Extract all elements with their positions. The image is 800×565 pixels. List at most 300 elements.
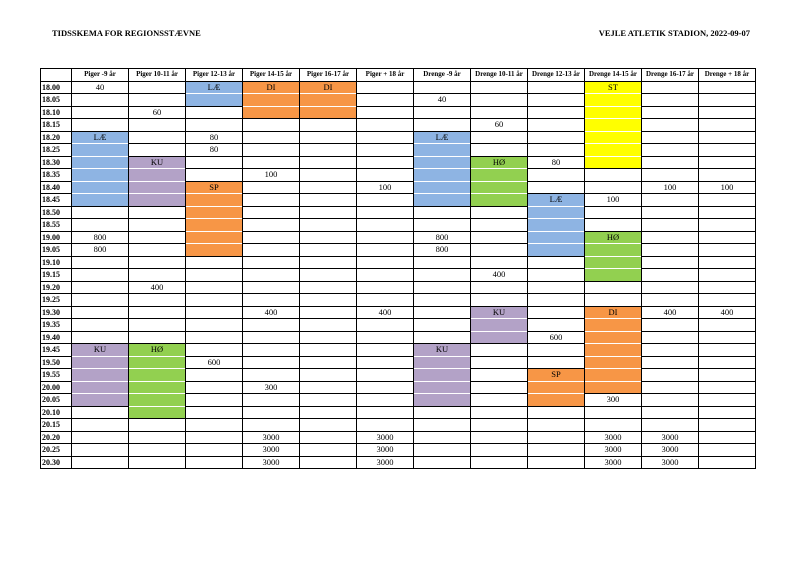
schedule-cell [72,406,129,419]
schedule-cell [414,294,471,307]
table-row [41,81,756,94]
event-cell: 80 [186,131,243,144]
schedule-cell [186,256,243,269]
schedule-cell [357,269,414,282]
schedule-cell [528,131,585,144]
time-cell: 19.20 [41,281,72,294]
schedule-cell [186,406,243,419]
time-cell: 19.40 [41,331,72,344]
schedule-cell [186,294,243,307]
schedule-cell [357,281,414,294]
schedule-cell [699,106,756,119]
event-block [528,381,585,394]
schedule-cell [129,144,186,157]
schedule-cell [186,281,243,294]
schedule-cell [300,144,357,157]
schedule-cell [471,219,528,232]
time-cell: 19.45 [41,344,72,357]
schedule-cell [528,444,585,457]
table-row [41,194,756,207]
schedule-cell [72,94,129,107]
table-row [41,456,756,469]
event-block [186,219,243,232]
schedule-cell [642,344,699,357]
schedule-cell [642,294,699,307]
schedule-cell [72,281,129,294]
event-block-label: HØ [471,156,528,169]
event-block [300,106,357,119]
schedule-cell [699,131,756,144]
schedule-cell [300,181,357,194]
schedule-cell [414,431,471,444]
table-row [41,131,756,144]
schedule-cell [243,294,300,307]
schedule-cell [357,219,414,232]
schedule-cell [243,256,300,269]
schedule-cell [72,206,129,219]
schedule-cell [642,394,699,407]
schedule-cell [357,344,414,357]
schedule-cell [699,381,756,394]
event-block [243,106,300,119]
table-row [41,156,756,169]
time-cell: 19.35 [41,319,72,332]
schedule-cell [471,244,528,257]
schedule-cell [414,319,471,332]
column-header: Piger -9 år [72,69,129,82]
schedule-cell [642,356,699,369]
event-cell: 40 [72,81,129,94]
schedule-cell [186,319,243,332]
table-row [41,381,756,394]
schedule-cell [300,294,357,307]
schedule-cell [642,244,699,257]
event-block [129,356,186,369]
event-cell: 3000 [243,431,300,444]
event-cell: 3000 [642,431,699,444]
schedule-cell [642,194,699,207]
schedule-cell [357,419,414,432]
schedule-cell [699,406,756,419]
schedule-cell [471,394,528,407]
schedule-cell [357,81,414,94]
schedule-cell [699,119,756,132]
schedule-cell [471,256,528,269]
event-block [72,156,129,169]
event-cell: 3000 [585,431,642,444]
schedule-cell [300,269,357,282]
column-header: Drenge 14-15 år [585,69,642,82]
event-cell: 400 [699,306,756,319]
schedule-cell [699,194,756,207]
schedule-cell [357,231,414,244]
event-block [72,169,129,182]
schedule-cell [414,331,471,344]
schedule-cell [357,381,414,394]
schedule-cell [585,281,642,294]
event-block [585,369,642,382]
event-block [129,194,186,207]
schedule-cell [300,344,357,357]
schedule-cell [72,319,129,332]
schedule-cell [186,394,243,407]
schedule-cell [471,431,528,444]
schedule-cell [528,169,585,182]
schedule-cell [471,406,528,419]
schedule-cell [699,144,756,157]
table-row [41,106,756,119]
schedule-cell [642,119,699,132]
event-block [72,369,129,382]
event-block [72,144,129,157]
schedule-cell [471,294,528,307]
event-block [585,256,642,269]
schedule-cell [129,269,186,282]
table-row [41,319,756,332]
header-row [41,69,756,82]
schedule-cell [186,456,243,469]
schedule-cell [186,419,243,432]
table-row [41,181,756,194]
schedule-cell [186,169,243,182]
schedule-cell [243,406,300,419]
schedule-cell [129,94,186,107]
schedule-cell [414,444,471,457]
event-cell: 600 [528,331,585,344]
time-cell: 19.30 [41,306,72,319]
time-cell: 19.00 [41,231,72,244]
schedule-cell [471,106,528,119]
event-cell: 3000 [243,444,300,457]
event-block [72,394,129,407]
schedule-cell [642,81,699,94]
schedule-cell [129,444,186,457]
schedule-cell [414,456,471,469]
schedule-cell [642,156,699,169]
event-cell: 800 [72,231,129,244]
time-cell: 18.15 [41,119,72,132]
event-cell: 300 [243,381,300,394]
time-cell: 19.10 [41,256,72,269]
event-block-label: DI [585,306,642,319]
event-cell: 400 [129,281,186,294]
schedule-cell [300,419,357,432]
schedule-cell [528,94,585,107]
schedule-cell [129,81,186,94]
table-row [41,344,756,357]
schedule-cell [471,444,528,457]
schedule-cell [300,244,357,257]
schedule-cell [72,294,129,307]
schedule-cell [699,281,756,294]
page-title: TIDSSKEMA FOR REGIONSSTÆVNE [52,28,201,38]
schedule-cell [300,156,357,169]
schedule-cell [243,244,300,257]
schedule-cell [528,431,585,444]
schedule-cell [72,444,129,457]
schedule-cell [585,219,642,232]
schedule-cell [72,119,129,132]
event-cell: 3000 [585,456,642,469]
event-block-label: HØ [585,231,642,244]
schedule-cell [528,81,585,94]
schedule-cell [300,194,357,207]
column-header: Drenge 10-11 år [471,69,528,82]
time-cell: 18.45 [41,194,72,207]
schedule-cell [585,419,642,432]
event-cell: 800 [72,244,129,257]
schedule-cell [300,444,357,457]
schedule-cell [129,119,186,132]
event-block [585,244,642,257]
time-cell: 19.15 [41,269,72,282]
schedule-cell [300,431,357,444]
table-row [41,169,756,182]
table-row [41,331,756,344]
event-block-label: LÆ [528,194,585,207]
event-block-label: DI [300,81,357,94]
schedule-cell [357,119,414,132]
time-cell: 19.55 [41,369,72,382]
schedule-cell [528,256,585,269]
schedule-cell [699,344,756,357]
time-cell: 18.35 [41,169,72,182]
schedule-cell [642,319,699,332]
column-header: Piger 14-15 år [243,69,300,82]
schedule-cell [471,356,528,369]
schedule-cell [129,431,186,444]
event-cell: 100 [243,169,300,182]
schedule-cell [585,181,642,194]
event-block-label: ST [585,81,642,94]
venue-date: VEJLE ATLETIK STADION, 2022-09-07 [598,28,750,38]
event-block [471,319,528,332]
schedule-table [40,68,756,469]
schedule-cell [300,306,357,319]
schedule-cell [72,219,129,232]
event-block [585,344,642,357]
event-block-label: KU [72,344,129,357]
schedule-cell [357,319,414,332]
schedule-cell [699,419,756,432]
schedule-cell [642,206,699,219]
schedule-cell [699,256,756,269]
schedule-cell [585,169,642,182]
schedule-cell [243,131,300,144]
schedule-cell [642,369,699,382]
time-cell: 20.10 [41,406,72,419]
schedule-cell [357,106,414,119]
schedule-cell [528,344,585,357]
schedule-cell [699,394,756,407]
schedule-cell [300,331,357,344]
schedule-cell [699,369,756,382]
event-cell: 100 [357,181,414,194]
column-header: Piger + 18 år [357,69,414,82]
event-cell: 3000 [642,444,699,457]
event-block [585,156,642,169]
event-block [72,181,129,194]
schedule-cell [699,269,756,282]
table-row [41,369,756,382]
schedule-cell [357,394,414,407]
schedule-cell [357,156,414,169]
schedule-cell [300,219,357,232]
event-block [414,194,471,207]
table-row [41,206,756,219]
schedule-cell [243,206,300,219]
event-cell: 600 [186,356,243,369]
event-cell: 80 [528,156,585,169]
event-cell: 400 [357,306,414,319]
schedule-cell [186,381,243,394]
table-row [41,219,756,232]
event-block [414,169,471,182]
schedule-body [41,81,756,469]
schedule-cell [528,456,585,469]
event-block [72,356,129,369]
schedule-cell [243,369,300,382]
schedule-cell [528,106,585,119]
schedule-cell [699,431,756,444]
schedule-cell [243,394,300,407]
schedule-cell [699,356,756,369]
event-block [528,219,585,232]
event-block [414,356,471,369]
event-block [585,319,642,332]
schedule-cell [414,406,471,419]
event-block [414,144,471,157]
schedule-cell [72,419,129,432]
schedule-cell [414,119,471,132]
column-header: Drenge -9 år [414,69,471,82]
table-row [41,294,756,307]
schedule-cell [699,294,756,307]
schedule-cell [129,231,186,244]
column-header: Piger 10-11 år [129,69,186,82]
table-row [41,119,756,132]
event-cell: 400 [642,306,699,319]
event-block [72,194,129,207]
time-cell: 18.10 [41,106,72,119]
event-cell: 300 [585,394,642,407]
event-cell: 3000 [357,431,414,444]
schedule-cell [414,219,471,232]
table-row [41,281,756,294]
schedule-cell [585,406,642,419]
schedule-cell [699,331,756,344]
event-block-label: DI [243,81,300,94]
event-cell: 400 [471,269,528,282]
time-cell: 18.55 [41,219,72,232]
event-block [72,381,129,394]
schedule-cell [186,369,243,382]
schedule-cell [300,169,357,182]
schedule-cell [186,331,243,344]
schedule-cell [243,119,300,132]
event-block [414,381,471,394]
schedule-cell [186,431,243,444]
schedule-cell [186,156,243,169]
schedule-cell [642,131,699,144]
event-block [471,331,528,344]
schedule-cell [357,331,414,344]
schedule-cell [528,294,585,307]
column-header: Drenge 16-17 år [642,69,699,82]
schedule-cell [528,306,585,319]
event-cell: 60 [471,119,528,132]
schedule-cell [642,419,699,432]
event-block [528,244,585,257]
event-block [585,269,642,282]
schedule-cell [642,331,699,344]
event-block [585,356,642,369]
schedule-cell [357,244,414,257]
event-block [129,406,186,419]
schedule-cell [243,281,300,294]
schedule-cell [699,444,756,457]
schedule-cell [642,269,699,282]
schedule-cell [528,144,585,157]
time-cell: 20.15 [41,419,72,432]
schedule-cell [471,344,528,357]
event-block [528,231,585,244]
schedule-cell [414,306,471,319]
event-block [243,94,300,107]
schedule-cell [699,81,756,94]
event-block [585,331,642,344]
table-row [41,94,756,107]
schedule-cell [642,94,699,107]
event-block [186,194,243,207]
event-cell: 100 [585,194,642,207]
schedule-cell [528,269,585,282]
time-cell: 20.05 [41,394,72,407]
event-cell: 60 [129,106,186,119]
event-cell [414,81,471,94]
time-cell: 18.05 [41,94,72,107]
schedule-cell [300,256,357,269]
schedule-cell [699,231,756,244]
schedule-cell [642,219,699,232]
schedule-cell [528,181,585,194]
table-row [41,431,756,444]
event-block-label: LÆ [414,131,471,144]
event-cell: 800 [414,244,471,257]
schedule-cell [471,231,528,244]
time-cell: 18.20 [41,131,72,144]
schedule-cell [471,419,528,432]
event-cell: 3000 [585,444,642,457]
schedule-cell [471,81,528,94]
schedule-cell [471,131,528,144]
schedule-cell [528,356,585,369]
schedule-cell [72,256,129,269]
schedule-cell [642,231,699,244]
schedule-cell [471,456,528,469]
schedule-cell [72,456,129,469]
event-block [585,94,642,107]
schedule-cell [129,219,186,232]
event-block [129,369,186,382]
schedule-cell [300,281,357,294]
event-block [585,106,642,119]
schedule-cell [243,156,300,169]
column-header: Piger 12-13 år [186,69,243,82]
schedule-cell [72,306,129,319]
event-block [186,244,243,257]
schedule-cell [585,206,642,219]
